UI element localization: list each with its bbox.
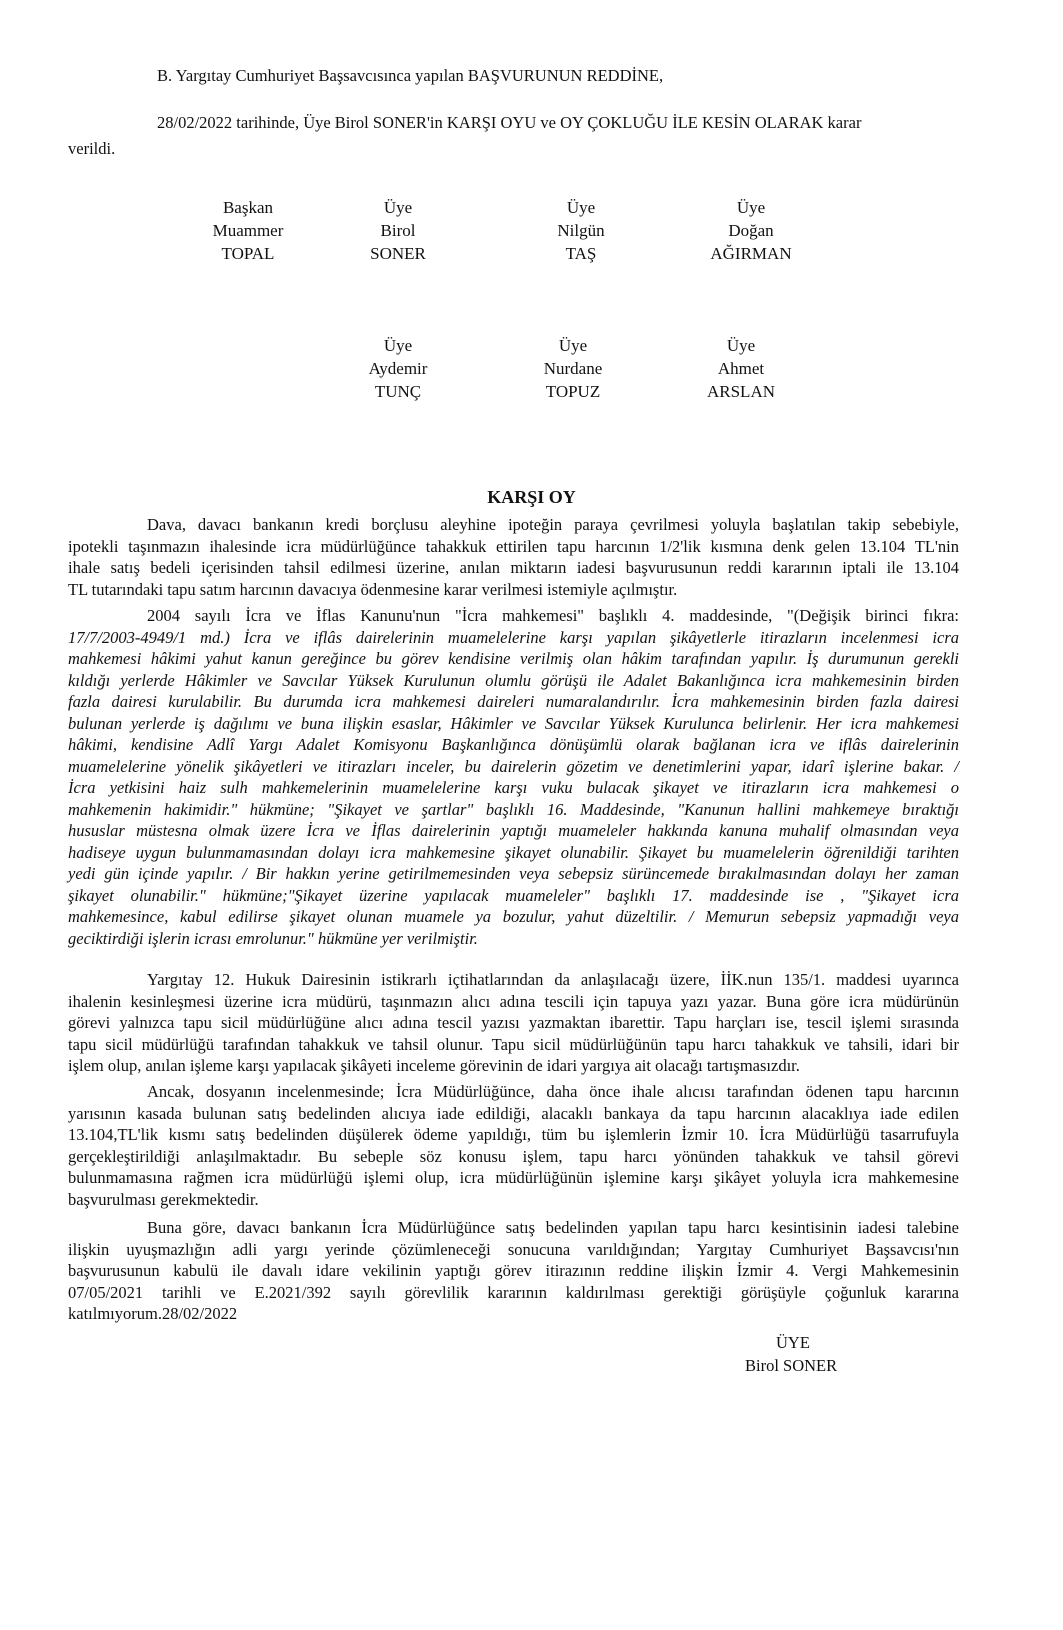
dissent-line: 07/05/2021 tarihli ve E.2021/392 sayılı görevlilik kararının kaldırılması gerektiği görüşüyle çoğunluk kararına xyxy=(68,1282,959,1302)
signature-role: Üye xyxy=(726,336,756,355)
dissent-line: başvurulması gerekmektedir. xyxy=(68,1189,259,1209)
dissent-line: yarısının kasada bulunan satış bedelinden alıcıya iade edildiği, alacaklı bankaya da tapu harcının alacaklıya iade edilen xyxy=(68,1103,959,1123)
dissent-line: işlem olup, anılan işleme karşı yapılacak şikâyeti inceleme görevinin de idari yargıya ait olacağı tartışmasızdır. xyxy=(68,1056,800,1075)
dissent-line: hâkimi, kendisine Adlî Yargı Adalet Komisyonu Başkanlığınca dönüşümlü olarak bağlanan icra ve iflâs dairelerinin xyxy=(68,735,959,754)
dissent-line: mahkemenin hakimidir." hükmüne; "Şikayet ve şartlar" başlıklı 16. Maddesinde, "Kanunun hallini mahkemeye bıraktığı xyxy=(68,799,959,819)
dissent-line: başvurusunun kabulü ile davalı idare vekilinin yaptığı görev itirazının reddine ilişkin İzmir 4. Vergi Mahkemesinin xyxy=(68,1261,959,1280)
dissent-line: Ancak, dosyanın incelenmesinde; İcra Müdürlüğünce, daha önce ihale alıcısı tarafından ödenen tapu harcının xyxy=(147,1082,959,1101)
signature-first: Muammer xyxy=(212,221,284,240)
dissent-line: katılmıyorum.28/02/2022 xyxy=(68,1304,238,1323)
signature-role: Üye xyxy=(383,336,413,355)
dissent-line: tapu sicil müdürlüğü tarafından tahakkuk ve tahsil olunur. Tapu sicil müdürlüğünün tapu harcı tahakkuk ve tahsili, idari bir xyxy=(68,1034,959,1054)
dissent-line: İcra yetkisini haiz sulh mahkemelerinin muamelelerine karşı vuku bulacak şikayet ve itirazların icra mahkemesi o xyxy=(68,778,959,797)
signature-last: SONER xyxy=(370,244,426,263)
signature-last: ARSLAN xyxy=(706,382,775,401)
signature-block xyxy=(298,196,498,265)
dissent-line: görevi yalnızca tapu sicil müdürlüğüne alıcı adına tescil yazısı yazmaktan ibarettir. Tapu harçları ise, tescil işlemi sırasında xyxy=(68,1013,959,1032)
signature-block xyxy=(641,334,841,403)
signature-first: Nurdane xyxy=(543,359,603,378)
signature-role: Başkan xyxy=(222,198,274,217)
signature-first: Doğan xyxy=(728,221,774,240)
signature-last: TUNÇ xyxy=(374,382,422,401)
dissent-line: mahkemesi hâkimi yahut kanun gereğince bu görev kendisine verilmiş olan hâkim tarafından yapılır. İş durumunun gerekli xyxy=(68,649,959,668)
dissent-line: şikayet olunabilir." hükmüne;"Şikayet üzerine yapılacak muameleler" başlıklı 17. maddesinde ise , "Şikayet icra xyxy=(68,885,959,905)
signature-role: Üye xyxy=(736,198,766,217)
signature-first: Aydemir xyxy=(368,359,428,378)
signature-role: Üye xyxy=(558,336,588,355)
dissent-line: bulunan yerlerde iş dağılımı ve buna ilişkin esaslar, Hâkimler ve Savcılar Yüksek Kurulunca belirlenir. Her icra mahkemesi xyxy=(68,713,959,733)
dissent-line: yedi gün içinde yapılır. / Bir hakkın yerine getirilmemesinden veya sebepsiz sürüncemede bırakılmasından dolayı her zaman xyxy=(68,864,959,883)
signer-name: Birol SONER xyxy=(745,1356,838,1375)
dissent-line: Buna göre, davacı bankanın İcra Müdürlüğünce satış bedelinden yapılan tapu harcı kesintisinin iadesi talebine xyxy=(147,1218,959,1237)
signature-last: TOPAL xyxy=(221,244,275,263)
dissent-title: KARŞI OY xyxy=(487,487,576,507)
signature-last: TOPUZ xyxy=(545,382,601,401)
dissent-line: hususlar müstesna olmak üzere İcra ve İflas dairelerinin yaptığı muameleler hakkında kanuna muhalif olmasından veya xyxy=(68,821,959,840)
signature-block xyxy=(651,196,851,265)
dissent-line: 2004 sayılı İcra ve İflas Kanunu'nun "İcra mahkemesi" başlıklı 4. maddesinde, "(Değişik birinci fıkra: xyxy=(147,606,959,625)
dissent-line: kıldığı yerlerde Hâkimler ve Savcılar Yüksek Kurulunun olumlu görüşü ile Adalet Bakanlığınca icra mahkemesinin birden xyxy=(68,670,959,690)
signature-block xyxy=(298,334,498,403)
decision-date-text: 28/02/2022 tarihinde, Üye Birol SONER'in KARŞI OYU ve OY ÇOKLUĞU İLE KESİN OLARAK karar xyxy=(157,113,862,132)
dissent-line: 17/7/2003-4949/1 md.) İcra ve iflâs dairelerinin muamelelerine karşı yapılan şikâyetlerle itirazların incelenmesi icra xyxy=(68,627,959,647)
dissent-line: gerçekleştirildiği anlaşılmaktadır. Bu sebeple söz konusu işlem, tapu harcı yönünden tahakkuk ve tahsil görevi xyxy=(68,1146,959,1166)
dissent-line: hadiseye uygun bulunmamasından dolayı icra mahkemesine şikayet olunabilir. Şikayet bu muamelelerin öğrenildiği tarihten xyxy=(68,842,959,862)
dissent-line: ihalenin kesinleşmesi üzerine icra müdürü, taşınmazın alıcı adına tescili için tapuya yazı yazar. Buna göre icra müdürünün xyxy=(68,991,959,1011)
signature-last: AĞIRMAN xyxy=(710,244,792,263)
dissent-line: ihale satış bedeli içerisinden tahsil edilmesi üzerine, anılan miktarın iadesi başvurusunun reddi kararının iptali ile 13.104 xyxy=(68,558,959,577)
signature-first: Ahmet xyxy=(717,359,765,378)
decision-verildi-text: verildi. xyxy=(68,139,116,158)
dissent-line: Dava, davacı bankanın kredi borçlusu aleyhine ipoteğin paraya çevrilmesi yoluyla başlatılan takip sebebiyle, xyxy=(147,515,959,534)
signature-role: Üye xyxy=(383,198,413,217)
dissent-line: bulunmamasına rağmen icra müdürlüğü işlemi olup, icra müdürlüğünün işlemine karşı şikâyet yoluyla icra mahkemesine xyxy=(68,1168,959,1187)
dissent-line: muamelelerine yönelik şikâyetleri ve itirazları inceler, bu dairelerin gözetim ve denetimlerini yapar, idarî işlerine bakar. / xyxy=(68,756,959,776)
signature-role: Üye xyxy=(566,198,596,217)
dissent-line: 13.104,TL'lik kısmı satış bedelinden düşülerek ödeme yapıldığı, tüm bu işlemlerin İzmir 10. İcra Müdürlüğü tasarrufuyla xyxy=(68,1125,959,1144)
signer-role: ÜYE xyxy=(776,1333,810,1352)
dissent-line: geciktirdiği işlerin icrası emrolunur." hükmüne yer verilmiştir. xyxy=(68,928,478,948)
dissent-line: TL tutarındaki tapu satım harcının davacıya ödenmesine karar verilmesi istemiyle açılmıştır. xyxy=(68,579,678,599)
dissent-line: ipotekli taşınmazın ihalesinde icra müdürlüğünce tahakkuk ettirilen tapu harcının 1/2'lik kısmına denk gelen 13.104 TL'nin xyxy=(68,536,959,556)
dissent-line: ilişkin uyuşmazlığın adli yargı yerinde çözümleneceği sonucuna varıldığından; Yargıtay Cumhuriyet Başsavcısı'nın xyxy=(68,1239,959,1259)
decision-b-text: B. Yargıtay Cumhuriyet Başsavcısınca yapılan BAŞVURUNUN REDDİNE, xyxy=(157,66,664,85)
signature-last: TAŞ xyxy=(565,244,597,263)
signature-first: Birol xyxy=(380,221,416,240)
dissent-line: Yargıtay 12. Hukuk Dairesinin istikrarlı içtihatlarından da anlaşılacağı üzere, İİK.nun 135/1. maddesi uyarınca xyxy=(147,970,959,989)
signature-first: Nilgün xyxy=(557,221,605,240)
dissent-line: mahkemesince, kabul edilirse şikayet olunan muamele ya bozulur, yahut düzeltilir. / Memurun sebepsiz yapmadığı veya xyxy=(68,907,959,926)
dissent-line: fazla dairesi kurulabilir. Bu durumda icra mahkemesi daireleri numaralandırılır. İcra mahkemesinin birden fazla dairesi xyxy=(68,692,959,711)
